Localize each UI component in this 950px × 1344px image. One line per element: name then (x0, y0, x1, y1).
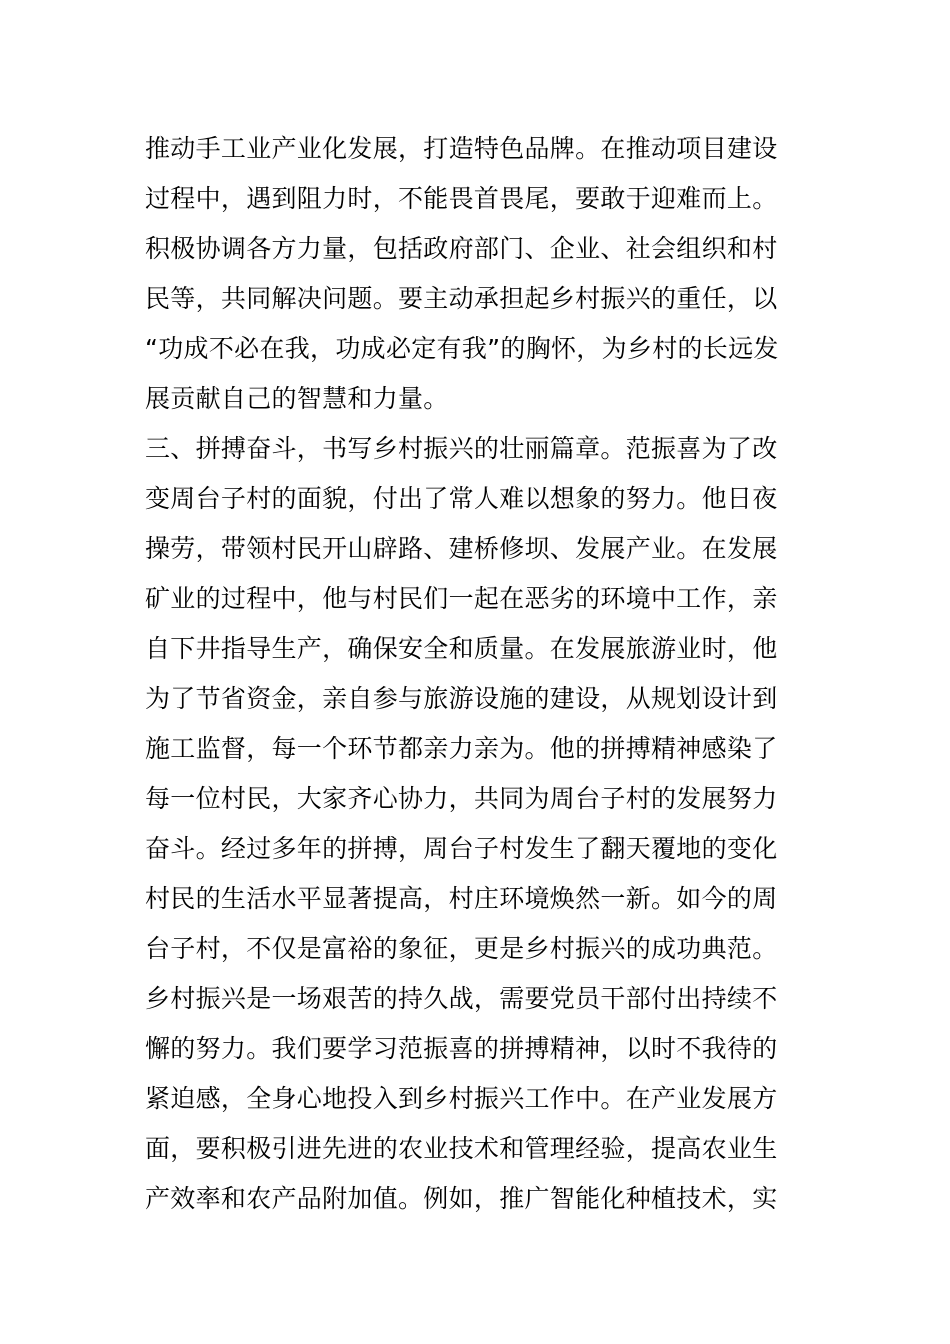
text-line: 乡村振兴是一场艰苦的持久战，需要党员干部付出持续不 (145, 984, 778, 1013)
text-line: 施工监督，每一个环节都亲力亲为。他的拼搏精神感染了 (145, 734, 778, 763)
text-line: 为了节省资金，亲自参与旅游设施的建设，从规划设计到 (145, 684, 778, 713)
text-line: 变周台子村的面貌，付出了常人难以想象的努力。他日夜 (145, 484, 778, 513)
text-line: 矿业的过程中，他与村民们一起在恶劣的环境中工作，亲 (145, 584, 778, 613)
text-line: 懈的努力。我们要学习范振喜的拼搏精神，以时不我待的 (145, 1034, 778, 1063)
text-line: 民等，共同解决问题。要主动承担起乡村振兴的重任，以 (145, 284, 778, 313)
section-heading-line: 三、拼搏奋斗，书写乡村振兴的壮丽篇章。范振喜为了改 (145, 434, 778, 463)
text-line: 村民的生活水平显著提高，村庄环境焕然一新。如今的周 (145, 884, 778, 913)
text-line: 产效率和农产品附加值。例如，推广智能化种植技术，实 (145, 1184, 778, 1213)
text-line: 台子村，不仅是富裕的象征，更是乡村振兴的成功典范。 (145, 934, 778, 963)
text-line: 紧迫感，全身心地投入到乡村振兴工作中。在产业发展方 (145, 1084, 778, 1113)
text-line: 自下井指导生产，确保安全和质量。在发展旅游业时，他 (145, 634, 778, 663)
text-line: 每一位村民，大家齐心协力，共同为周台子村的发展努力 (145, 784, 778, 813)
body-text (145, 124, 825, 1224)
text-line: 奋斗。经过多年的拼搏，周台子村发生了翻天覆地的变化 (145, 834, 778, 863)
text-line: 操劳，带领村民开山辟路、建桥修坝、发展产业。在发展 (145, 534, 778, 563)
text-line: 过程中，遇到阻力时，不能畏首畏尾，要敢于迎难而上。 (145, 184, 778, 213)
text-line: 展贡献自己的智慧和力量。 (145, 384, 449, 413)
text-line: “功成不必在我，功成必定有我”的胸怀，为乡村的长远发 (145, 334, 779, 363)
text-line: 面，要积极引进先进的农业技术和管理经验，提高农业生 (145, 1134, 778, 1163)
text-line: 积极协调各方力量，包括政府部门、企业、社会组织和村 (145, 234, 778, 263)
text-line: 推动手工业产业化发展，打造特色品牌。在推动项目建设 (145, 134, 778, 163)
